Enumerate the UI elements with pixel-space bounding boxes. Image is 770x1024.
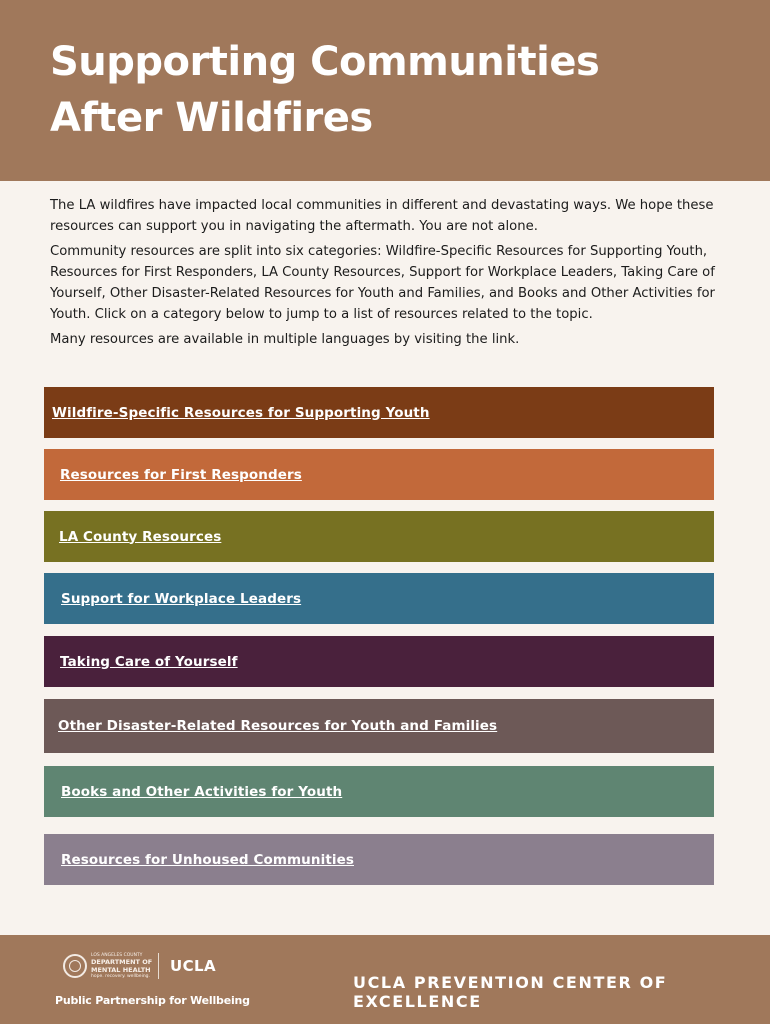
county-seal-icon (63, 954, 87, 978)
intro-paragraph-3: Many resources are available in multiple languages by visiting the link. (50, 331, 520, 347)
category-la-county[interactable] (44, 511, 714, 562)
center-name: UCLA PREVENTION CENTER OF EXCELLENCE (353, 973, 668, 1011)
category-workplace-leaders[interactable] (44, 573, 714, 624)
category-books-activities[interactable] (44, 766, 714, 817)
category-wildfire-youth[interactable] (44, 387, 714, 438)
dmh-line-2: MENTAL HEALTH (91, 965, 151, 974)
category-taking-care[interactable] (44, 636, 714, 687)
category-label: Other Disaster-Related Resources for Youth and Families (58, 718, 498, 734)
category-label: Wildfire-Specific Resources for Supporting Youth (52, 404, 430, 421)
partnership-text: Public Partnership for Wellbeing (55, 994, 250, 1007)
category-label: Resources for First Responders (60, 466, 302, 483)
category-unhoused[interactable] (44, 834, 714, 885)
category-first-responders[interactable] (44, 449, 714, 500)
category-label: Books and Other Activities for Youth (61, 783, 343, 800)
category-other-disaster[interactable] (44, 699, 714, 753)
category-label: LA County Resources (59, 528, 222, 545)
category-label: Taking Care of Yourself (60, 653, 238, 670)
dmh-tagline: hope. recovery. wellbeing. (91, 974, 150, 979)
footer (0, 935, 770, 1024)
dmh-logo (91, 953, 155, 980)
ucla-logo: UCLA (170, 957, 216, 975)
category-label: Support for Workplace Leaders (61, 590, 302, 607)
dmh-line-1: DEPARTMENT OF (91, 958, 153, 966)
dmh-county-text: LOS ANGELES COUNTY (91, 953, 143, 958)
logo-divider (158, 953, 159, 979)
intro-paragraph-2: Community resources are split into six categories: Wildfire-Specific Resources for Supporting Youth, Resources for First Responders, LA County Resources, Support for Workplace Leaders, Taking Care of Yourself, Other Disaster-Related Resources for Youth and Families, and Books and Other Activities for Youth. Click on a category below to jump to a list of resources related to the topic. (50, 243, 715, 323)
category-label: Resources for Unhoused Communities (61, 851, 354, 868)
page-title: Supporting Communities After Wildfires (50, 39, 600, 141)
intro-paragraph-1: The LA wildfires have impacted local communities in different and devastating ways. We hope these resources can support you in navigating the aftermath. You are not alone. (50, 198, 714, 235)
header-banner (0, 0, 770, 181)
intro-text (50, 195, 722, 353)
